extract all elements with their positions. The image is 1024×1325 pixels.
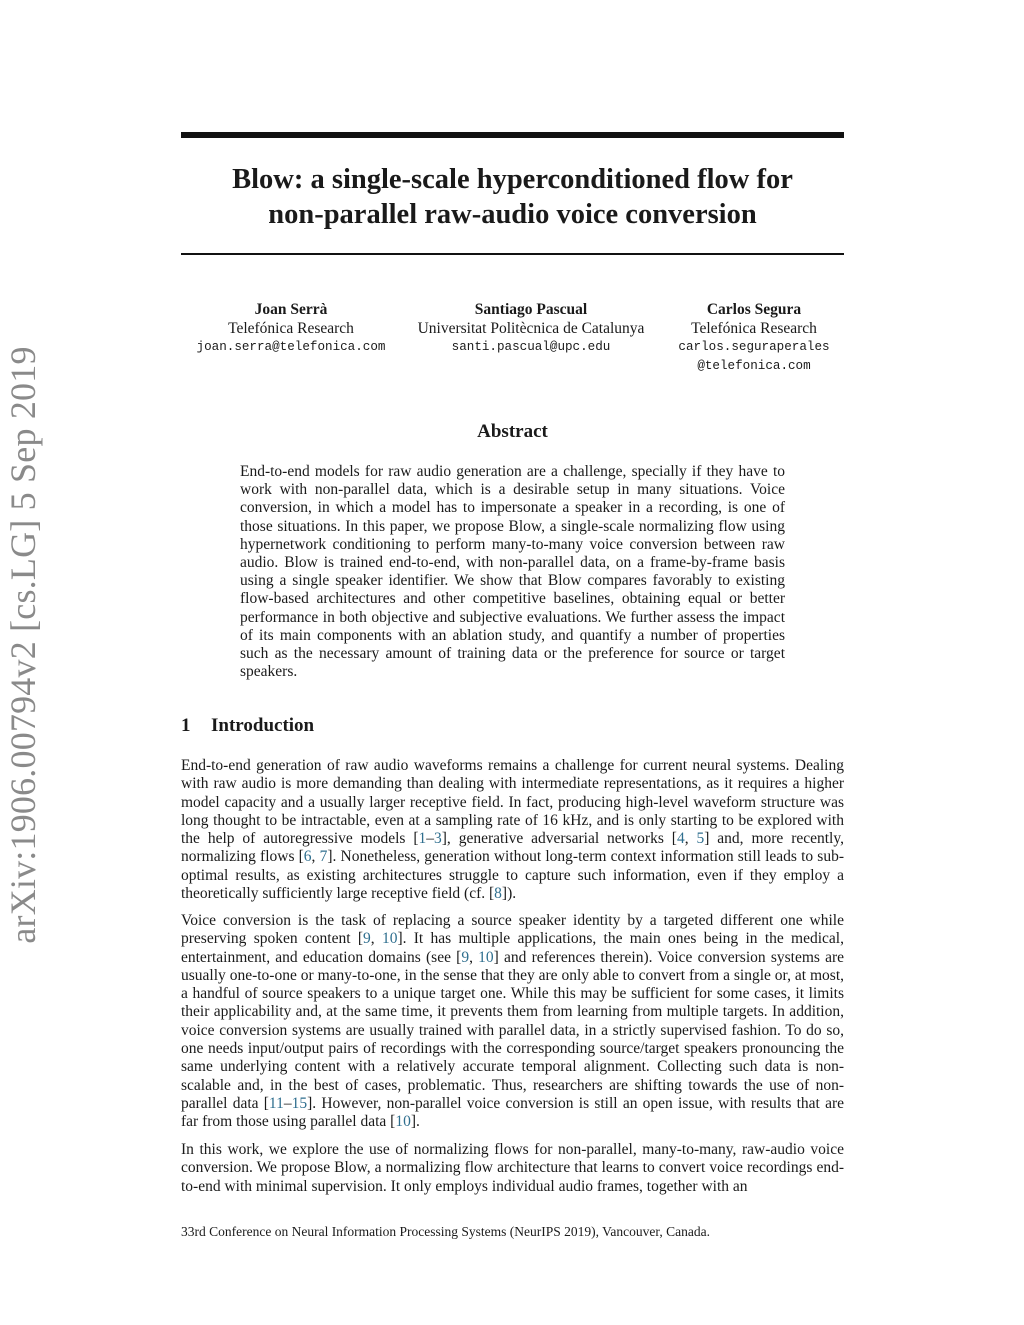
paragraph-text: – xyxy=(283,1094,292,1112)
title-top-rule xyxy=(181,132,844,138)
author-affiliation: Universitat Politècnica de Catalunya xyxy=(417,320,645,337)
title-line-1: Blow: a single-scale hyperconditioned flow for xyxy=(232,164,793,195)
author-email: carlos.seguraperales xyxy=(678,340,830,354)
citation-link[interactable]: 9 xyxy=(363,930,371,948)
paragraph-text: ]. However, non-parallel voice conversion is still an open issue, with results that are far from those using parallel data [ xyxy=(181,1094,844,1131)
paragraph-text: , xyxy=(370,930,382,948)
citation-link[interactable]: 3 xyxy=(434,830,442,848)
citation-link[interactable]: 10 xyxy=(381,930,398,948)
paper-title xyxy=(181,162,844,232)
author-affiliation: Telefónica Research xyxy=(691,320,817,337)
author-2 xyxy=(401,300,661,357)
paragraph-text: , xyxy=(311,848,320,866)
citation-link[interactable]: 9 xyxy=(461,948,470,966)
paragraph-text: End-to-end generation of raw audio waveforms remains a challenge for current neural systems. Dealing with raw audio is more demanding than dealing with intermediate representations, as it requires a higher model capacity and a usually larger receptive field. In fact, producing high-level waveform structure was long thought to be intractable, even at a sampling rate of 16 kHz, and is only starting to be explored with the help of autoregressive models [ xyxy=(181,757,844,848)
author-affiliation: Telefónica Research xyxy=(228,320,354,337)
author-email: santi.pascual@upc.edu xyxy=(451,340,611,354)
paragraph-text: ]. It has multiple applications, the main ones being in the medical, entertainment, and education domains (see [ xyxy=(181,930,844,966)
intro-paragraph-3: In this work, we explore the use of normalizing flows for non-parallel, many-to-many, raw-audio voice conversion. We propose Blow, a normalizing flow architecture that learns to convert voice recordings end-to-end with minimal supervision. It only employs individual audio frames, together with an xyxy=(181,1141,844,1195)
intro-paragraph-2 xyxy=(181,912,844,1132)
intro-paragraph-1 xyxy=(181,757,844,903)
citation-link[interactable]: 7 xyxy=(319,848,328,866)
paragraph-text: Voice conversion is the task of replacing a source speaker identity by a targeted different one while preserving spoken content [ xyxy=(181,912,844,948)
citation-link[interactable]: 8 xyxy=(494,885,502,903)
author-name: Santiago Pascual xyxy=(474,301,588,318)
paragraph-text: ]). xyxy=(501,885,517,903)
paragraph-text: ] and references therein). Voice conversion systems are usually one-to-one or many-to-one, in the sense that they are only able to convert from a single or, at most, a handful of source speakers to a unique target one. While this may be sufficient for some cases, it limits their applicability and, at the same time, it prevents them from learning from multiple targets. In addition, voice conversion systems are usually trained with parallel data, in a strictly supervised fashion. To do so, one needs input/output pairs of recordings with the corresponding source/target speakers pronouncing the same underlying content with a relatively accurate temporal alignment. Collecting such data is non-scalable and, in the best of cases, problematic. Thus, researchers are shifting towards the use of non-parallel data [ xyxy=(181,948,845,1112)
paragraph-text: , xyxy=(684,830,697,848)
paragraph-text: ]. xyxy=(410,1113,420,1131)
citation-link[interactable]: 15 xyxy=(291,1094,308,1112)
section-heading xyxy=(181,715,314,737)
citation-link[interactable]: 10 xyxy=(395,1113,411,1131)
paragraph-text: – xyxy=(426,830,435,848)
author-name: Joan Serrà xyxy=(254,301,328,318)
citation-link[interactable]: 5 xyxy=(696,830,705,848)
author-1 xyxy=(181,300,401,357)
author-email: joan.serra@telefonica.com xyxy=(196,340,386,354)
section-title: Introduction xyxy=(211,715,315,736)
paragraph-text: ] and, more recently, normalizing flows [ xyxy=(181,830,844,866)
paragraph-text: ], generative adversarial networks [ xyxy=(441,830,677,848)
citation-link[interactable]: 4 xyxy=(676,830,685,848)
paragraph-text: ]. Nonetheless, generation without long-term context information still leads to sub-optimal results, as existing architectures struggle to capture such information, even if they employ a theoretically sufficiently large receptive field (cf. [ xyxy=(181,848,844,903)
section-number: 1 xyxy=(181,715,191,736)
abstract-text: End-to-end models for raw audio generation are a challenge, specially if they have to work with non-parallel data, which is a desirable setup in many situations. Voice conversion, in which a model has to impersonate a speaker in a recording, is one of those situations. In this paper, we propose Blow, a single-scale normalizing flow using hypernetwork conditioning to perform many-to-many voice conversion between raw audio. Blow is trained end-to-end, with non-parallel data, on a frame-by-frame basis using a single speaker identifier. We show that Blow compares favorably to existing flow-based architectures and other competitive baselines, obtaining equal or better performance in both objective and subjective evaluations. We further assess the impact of its main components with an ablation study, and quantify a number of properties such as the necessary amount of training data or the preference for source or target speakers. xyxy=(240,463,785,681)
title-bottom-rule xyxy=(181,253,844,255)
paragraph-text: , xyxy=(469,948,479,966)
citation-link[interactable]: 11 xyxy=(268,1094,284,1112)
citation-link[interactable]: 6 xyxy=(303,848,312,866)
conference-footnote: 33rd Conference on Neural Information Processing Systems (NeurIPS 2019), Vancouver, Canada. xyxy=(181,1224,710,1239)
citation-link[interactable]: 1 xyxy=(418,830,427,848)
author-email-continued: @telefonica.com xyxy=(697,359,811,373)
author-name: Carlos Segura xyxy=(706,301,802,318)
author-3 xyxy=(669,300,839,376)
title-line-2: non-parallel raw-audio voice conversion xyxy=(268,199,757,230)
citation-link[interactable]: 10 xyxy=(478,948,494,966)
abstract-heading: Abstract xyxy=(477,421,548,442)
arxiv-identifier-text: arXiv:1906.00794v2 [cs.LG] 5 Sep 2019 xyxy=(3,346,43,944)
